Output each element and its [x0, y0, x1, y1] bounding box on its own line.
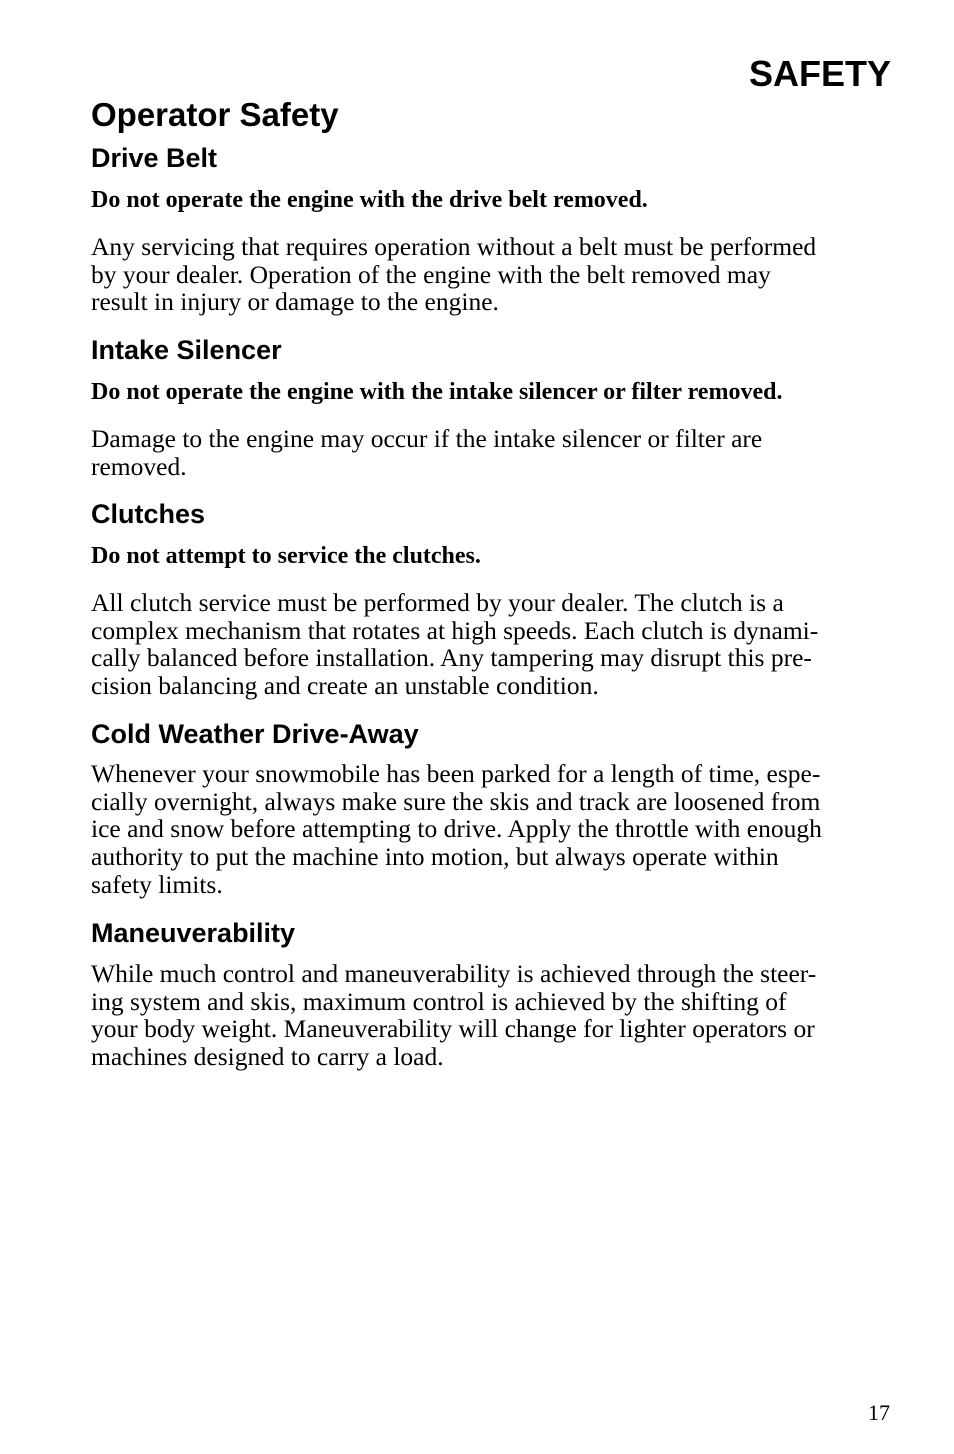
page-number: 17 — [868, 1400, 890, 1425]
drive-belt-warning: Do not operate the engine with the drive belt removed. — [91, 187, 648, 213]
body-line: While much control and maneuverability is achieved through the steer- — [91, 959, 817, 988]
body-line: Any servicing that requires operation without a belt must be performed — [91, 232, 817, 261]
body-line: cally balanced before installation. Any tampering may disrupt this pre- — [91, 643, 812, 673]
chapter-header: SAFETY — [748, 53, 891, 94]
body-line: your body weight. Maneuverability will change for lighter operators or — [91, 1014, 815, 1044]
clutches-body — [91, 589, 896, 700]
body-line: ice and snow before attempting to drive. Apply the throttle with enough — [91, 814, 822, 844]
drive-belt-body — [91, 233, 896, 316]
body-line: All clutch service must be performed by your dealer. The clutch is a — [91, 588, 784, 617]
drive-belt-heading: Drive Belt — [91, 143, 218, 173]
body-line: machines designed to carry a load. — [91, 1042, 444, 1072]
body-line: result in injury or damage to the engine. — [91, 287, 499, 317]
body-line: Damage to the engine may occur if the intake silencer or filter are — [91, 424, 763, 453]
clutches-heading: Clutches — [91, 499, 206, 529]
clutches-warning: Do not attempt to service the clutches. — [91, 543, 481, 569]
maneuverability-heading: Maneuverability — [91, 918, 296, 948]
body-line: by your dealer. Operation of the engine with the belt removed may — [91, 259, 771, 289]
body-line: safety limits. — [91, 869, 223, 899]
intake-silencer-warning: Do not operate the engine with the intake silencer or filter removed. — [91, 379, 783, 405]
intake-silencer-heading: Intake Silencer — [91, 335, 282, 365]
body-line: cially overnight, always make sure the skis and track are loosened from — [91, 786, 821, 816]
body-line: authority to put the machine into motion, but always operate within — [91, 842, 779, 872]
body-line: complex mechanism that rotates at high speeds. Each clutch is dynami- — [91, 615, 819, 645]
intake-silencer-body — [91, 425, 896, 480]
body-line: removed. — [91, 451, 187, 481]
section-title: Operator Safety — [91, 96, 339, 133]
body-line: ing system and skis, maximum control is achieved by the shifting of — [91, 986, 787, 1016]
body-line: Whenever your snowmobile has been parked for a length of time, espe- — [91, 759, 821, 788]
maneuverability-body — [91, 960, 896, 1071]
cold-weather-body — [91, 760, 896, 899]
cold-weather-heading: Cold Weather Drive-Away — [91, 719, 419, 749]
body-line: cision balancing and create an unstable condition. — [91, 671, 599, 701]
